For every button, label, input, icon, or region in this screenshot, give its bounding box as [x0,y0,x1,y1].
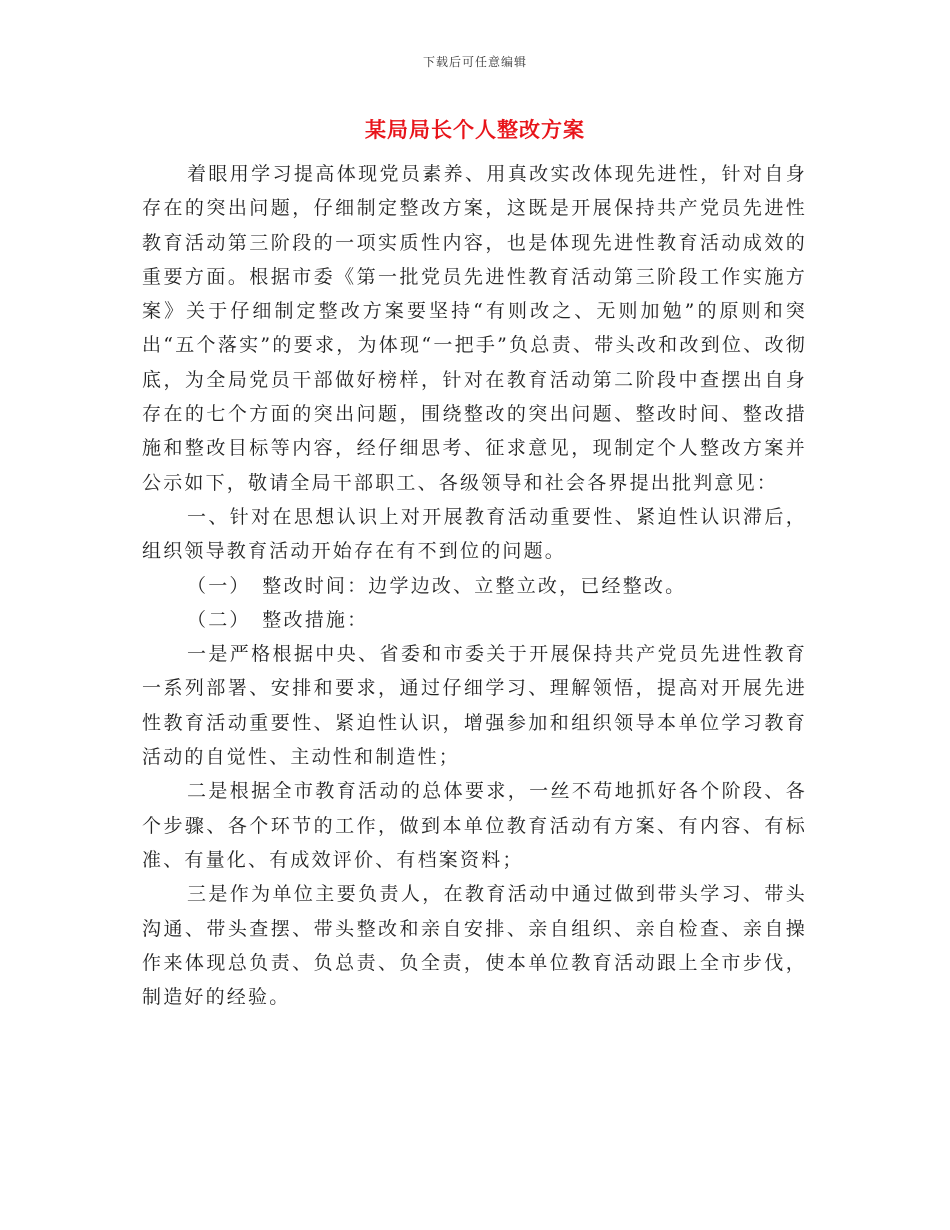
paragraph-measure-three: 三是作为单位主要负责人，在教育活动中通过做到带头学习、带头沟通、带头查摆、带头整改和亲自安排、亲自组织、亲自检查、亲自操作来体现总负责、负总责、负全责，使本单位教育活动跟上全市步伐，制造好的经验。 [142,883,807,1009]
paragraph-rectify-measures: （二） 整改措施： [187,608,369,631]
paragraph-rectify-time: （一） 整改时间：边学边改、立整立改，已经整改。 [187,574,687,597]
paragraph-intro: 着眼用学习提高体现党员素养、用真改实改体现先进性，针对自身存在的突出问题，仔细制定整改方案，这既是开展保持共产党员先进性教育活动第三阶段的一项实质性内容，也是体现先进性教育活动成效的重要方面。根据市委《第一批党员先进性教育活动第三阶段工作实施方案》关于仔细制定整改方案要坚持“有则改之、无则加勉”的原则和突出“五个落实”的要求，为体现“一把手”负总责、带头改和改到位、改彻底，为全局党员干部做好榜样，针对在教育活动第二阶段中查摆出自身存在的七个方面的突出问题，围绕整改的突出问题、整改时间、整改措施和整改目标等内容，经仔细思考、征求意见，现制定个人整改方案并公示如下，敬请全局干部职工、各级领导和社会各界提出批判意见： [142,163,807,494]
document-body [142,157,807,1014]
header-note: 下载后可任意编辑 [422,55,527,69]
paragraph-section-one: 一、针对在思想认识上对开展教育活动重要性、紧迫性认识滞后，组织领导教育活动开始存在有不到位的问题。 [142,505,807,563]
paragraph-measure-one: 一是严格根据中央、省委和市委关于开展保持共产党员先进性教育一系列部署、安排和要求，通过仔细学习、理解领悟，提高对开展先进性教育活动重要性、紧迫性认识，增强参加和组织领导本单位学习教育活动的自觉性、主动性和制造性； [142,643,807,769]
paragraph-measure-two: 二是根据全市教育活动的总体要求，一丝不苟地抓好各个阶段、各个步骤、各个环节的工作，做到本单位教育活动有方案、有内容、有标准、有量化、有成效评价、有档案资料； [142,780,807,871]
document-title: 某局局长个人整改方案 [365,117,585,142]
